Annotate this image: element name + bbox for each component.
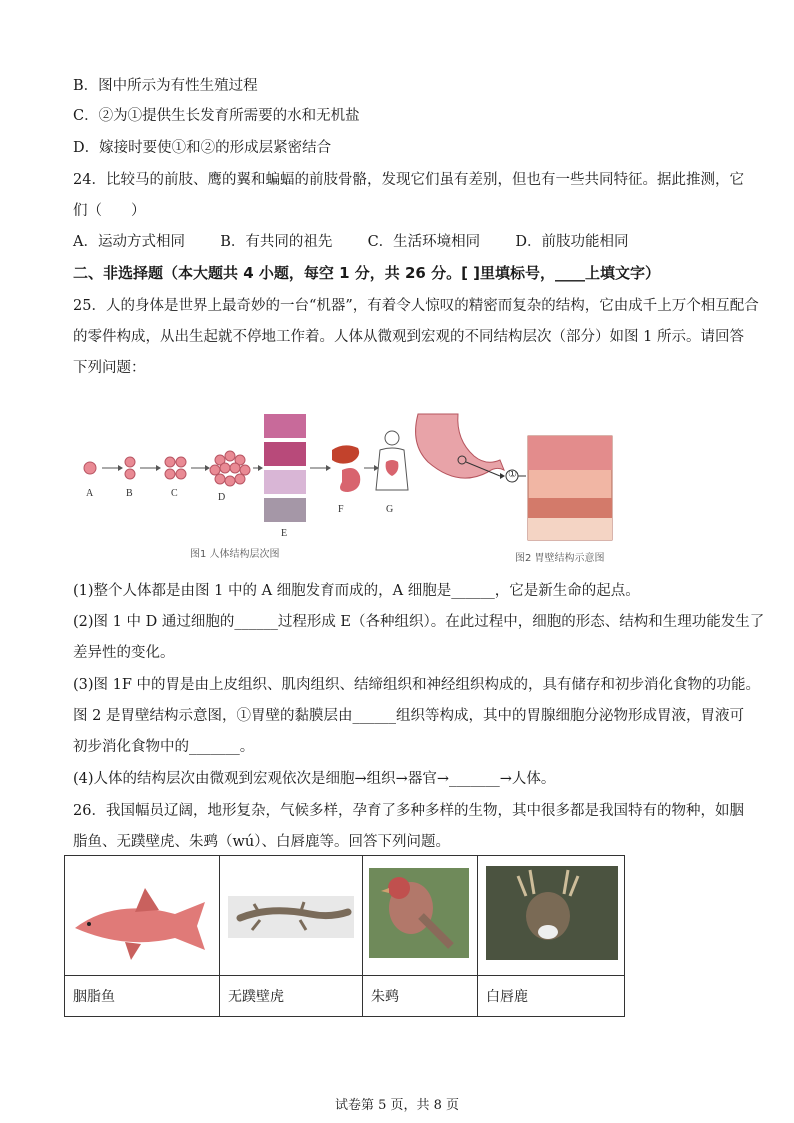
q23-option-c: C．②为①提供生长发育所需要的水和无机盐 <box>73 108 360 124</box>
deer-image-cell <box>478 856 625 976</box>
q24-option-c: C．生活环境相同 <box>367 234 481 250</box>
q25-sub1: (1)整个人体都是由图 1 中的 A 细胞发育而成的，A 细胞是______，它是新生命的起点。 <box>73 583 640 599</box>
fish-image-cell <box>65 856 220 976</box>
deer-icon <box>478 856 624 971</box>
section2-heading: 二、非选择题（本大题共 4 小题，每空 1 分，共 26 分。[ ]里填标号，____上填文字） <box>73 264 661 282</box>
q25-sub3-line1: (3)图 1F 中的胃是由上皮组织、肌肉组织、结缔组织和神经组织构成的，具有储存和初步消化食物的功能。 <box>73 677 761 693</box>
fish-icon <box>65 856 219 971</box>
figure2-caption: 图2 胃壁结构示意图 <box>515 553 605 564</box>
q25-intro-line3: 下列问题： <box>73 360 146 376</box>
q24-option-d: D．前肢功能相同 <box>515 234 629 250</box>
bird-image-cell <box>363 856 478 976</box>
animal-table <box>64 855 625 1017</box>
animal-name-gecko: 无蹼壁虎 <box>220 976 363 1017</box>
q24-stem-line1: 24．比较马的前肢、鹰的翼和蝙蝠的前肢骨骼，发现它们虽有差别，但也有一些共同特征。据此推测，它 <box>73 172 744 188</box>
fig-marker-1: ① <box>508 469 517 480</box>
animal-name-deer: 白唇鹿 <box>478 976 625 1017</box>
animal-name-bird: 朱鹀 <box>363 976 478 1017</box>
q25-sub2-line1: (2)图 1 中 D 通过细胞的______过程形成 E（各种组织）。在此过程中，细胞的形态、结构和生理功能发生了 <box>73 614 765 630</box>
figure-body-structure <box>70 400 630 570</box>
fig-label-g: G <box>386 504 394 515</box>
q24-options <box>73 232 629 252</box>
q26-intro-line1: 26．我国幅员辽阔，地形复杂，气候多样，孕育了多种多样的生物，其中很多都是我国特有的物种，如胭 <box>73 803 744 819</box>
fig-label-d: D <box>218 492 226 503</box>
fig-label-a: A <box>86 488 94 499</box>
bird-icon <box>363 856 477 971</box>
q26-intro-line2: 脂鱼、无蹼壁虎、朱鹀（wú）、白唇鹿等。回答下列问题。 <box>73 834 450 850</box>
fig-label-f: F <box>338 504 344 515</box>
q25-sub4: (4)人体的结构层次由微观到宏观依次是细胞→组织→器官→_______→人体。 <box>73 771 556 787</box>
gecko-icon <box>220 856 362 971</box>
animal-name-fish: 胭脂鱼 <box>65 976 220 1017</box>
fig-label-b: B <box>126 488 133 499</box>
cell-a-icon <box>84 462 96 474</box>
gecko-image-cell <box>220 856 363 976</box>
q24-stem-line2: 们（ ） <box>73 203 146 219</box>
q25-sub3-line2: 图 2 是胃壁结构示意图，①胃壁的黏膜层由______组织等构成，其中的胃腺细胞分泌物形成胃液，胃液可 <box>73 708 744 724</box>
q25-intro-line2: 的零件构成，从出生起就不停地工作着。人体从微观到宏观的不同结构层次（部分）如图 1 所示。请回答 <box>73 329 744 345</box>
q24-option-b: B．有共同的祖先 <box>220 234 333 250</box>
figure1-caption: 图1 人体结构层次图 <box>190 549 280 560</box>
q25-sub2-line2: 差异性的变化。 <box>73 645 175 661</box>
q24-option-a: A．运动方式相同 <box>73 234 185 250</box>
q23-option-d: D．嫁接时要使①和②的形成层紧密结合 <box>73 140 332 156</box>
figure-graphic <box>70 400 630 570</box>
fig-label-c: C <box>171 488 178 499</box>
q25-intro-line1: 25．人的身体是世界上最奇妙的一台“机器”，有着令人惊叹的精密而复杂的结构，它由成千上万个相互配合 <box>73 298 759 314</box>
page-footer: 试卷第 5 页，共 8 页 <box>334 1098 460 1113</box>
q25-sub3-line3: 初步消化食物中的_______。 <box>73 739 255 755</box>
q23-option-b: B．图中所示为有性生殖过程 <box>73 78 258 94</box>
fig-label-e: E <box>281 528 288 539</box>
